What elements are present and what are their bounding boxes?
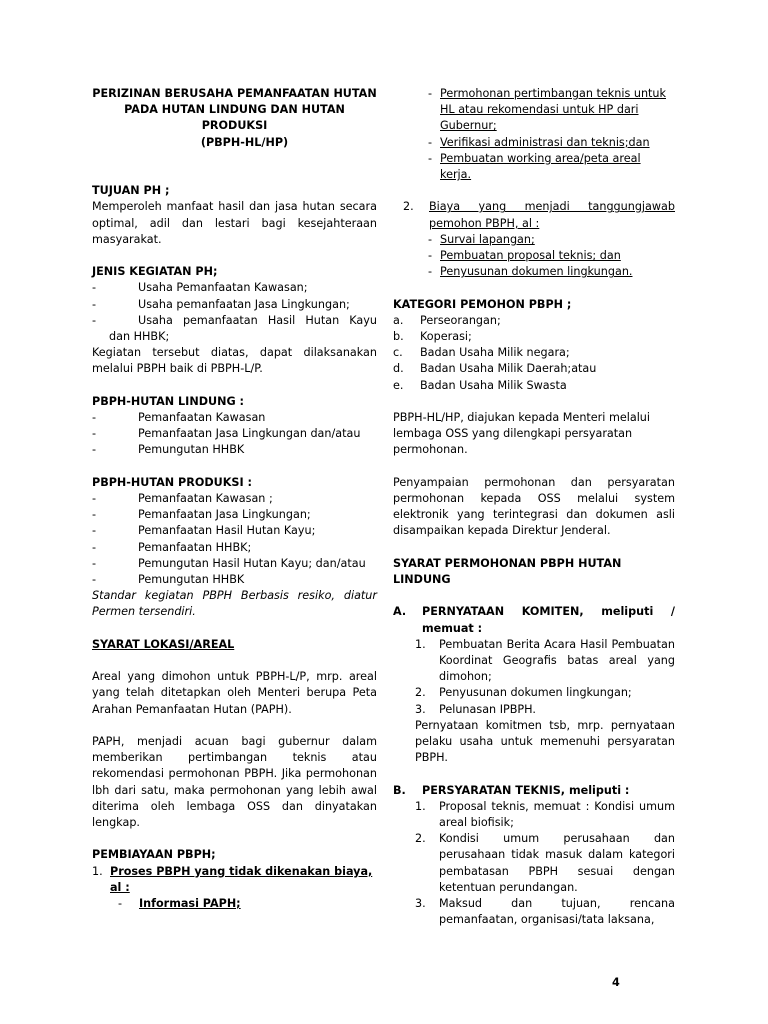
list-item: - Verifikasi administrasi dan teknis;dan [428,135,650,149]
pembiayaan-item-2: 2. Biaya yang menjadi tanggungjawab pemohon PBPH, al : [403,200,675,230]
list-item: - Permohonan pertimbangan teknis untuk HL atau rekomendasi untuk HP dari Gubernur; [428,87,666,133]
produksi-note: Standar kegiatan PBPH Berbasis resiko, diatur Permen tersendiri. [92,589,377,619]
list-item: - Pemanfaatan Hasil Hutan Kayu; [92,524,316,538]
list-item: - Usaha Pemanfaatan Kawasan; [92,281,308,295]
kategori-heading: KATEGORI PEMOHON PBPH ; [393,297,572,311]
list-item: - Usaha pemanfaatan Jasa Lingkungan; [92,297,350,311]
syarat-b-list [393,799,675,929]
syarat-lokasi-para-2: PAPH, menjadi acuan bagi gubernur dalam memberikan pertimbangan teknis atau rekomendasi permohonan PBPH. Jika permohonan lbh dari satu, maka permohonan yang lebih awal diterima oleh lembaga OSS dan dinyatakan lengkap. [92,735,377,830]
syarat-a-list [393,637,675,767]
right-column [393,86,675,928]
list-item: - Usaha pemanfaatan Hasil Hutan Kayu [92,313,377,327]
list-item: e. Badan Usaha Milik Swasta [393,378,567,392]
list-item: - Informasi PAPH; [118,897,241,911]
syarat-a-note: Pernyataan komitmen tsb, mrp. pernyataan pelaku usaha untuk memenuhi persyaratan PBPH. [415,718,675,765]
syarat-lokasi-heading: SYARAT LOKASI/AREAL [92,637,235,651]
produksi-heading: PBPH-HUTAN PRODUKSI : [92,475,253,489]
list-item: c. Badan Usaha Milik negara; [393,346,570,360]
pengajuan-text: PBPH-HL/HP, diajukan kepada Menteri melalui lembaga OSS yang dilengkapi persyaratan permohonan. [393,411,650,457]
tujuan-heading: TUJUAN PH ; [92,184,170,198]
list-item: - Pemungutan HHBK [92,443,245,457]
list-item: - Pemanfaatan HHBK; [92,540,252,554]
pembiayaan-heading: PEMBIAYAAN PBPH; [92,848,216,862]
doc-title-line-3: (PBPH-HL/HP) [200,135,289,149]
list-item: - Pemanfaatan Kawasan ; [92,492,273,505]
syarat-b: B. PERSYARATAN TEKNIS, meliputi : [393,783,630,797]
penyampaian-text: Penyampaian permohonan dan persyaratan permohonan kepada OSS melalui system elektronik yang terintegrasi dan dokumen asli disampaikan kepada Direktur Jenderal. [393,475,675,538]
list-item: a. Perseorangan; [393,313,501,327]
left-column [92,86,377,912]
doc-title-line-1: PERIZINAN BERUSAHA PEMANFAATAN HUTAN [92,87,377,100]
list-item-continuation: dan HHBK; [109,330,170,343]
list-item: - Penyusunan dokumen lingkungan. [428,265,633,279]
list-item: 1. Proposal teknis, memuat : Kondisi umum areal biofisik; [415,799,675,830]
list-item: - Pemungutan Hasil Hutan Kayu; dan/atau [92,556,366,570]
list-item: 1. Pembuatan Berita Acara Hasil Pembuatan Koordinat Geografis batas areal yang dimohon; [415,637,675,684]
list-item: 3. Maksud dan tujuan, rencana pemanfaatan, organisasi/tata laksana, [415,897,675,927]
syarat-lokasi-para-1: Areal yang dimohon untuk PBPH-L/P, mrp. areal yang telah ditetapkan oleh Menteri berupa Peta Arahan Pemanfaatan Hutan (PAPH). [92,670,377,716]
list-item: d. Badan Usaha Milik Daerah;atau [393,362,597,376]
list-item: - Pemanfaatan Jasa Lingkungan; [92,508,311,522]
pembiayaan-item-1: 1. Proses PBPH yang tidak dikenakan biaya, al : [92,864,373,894]
syarat-lindung-heading: SYARAT PERMOHONAN PBPH HUTAN LINDUNG [393,556,622,587]
list-item: - Pemanfaatan Kawasan [92,411,266,424]
syarat-a: A. PERNYATAAN KOMITEN, meliputi / memuat : [393,605,675,635]
tujuan-text: Memperoleh manfaat hasil dan jasa hutan secara optimal, adil dan lestari bagi kesejahteraan masyarakat. [92,200,377,246]
list-item: 2. Penyusunan dokumen lingkungan; [415,686,632,700]
list-item: b. Koperasi; [393,330,472,344]
lindung-heading: PBPH-HUTAN LINDUNG : [92,394,244,408]
jenis-heading: JENIS KEGIATAN PH; [92,265,218,279]
list-item: - Pemungutan HHBK [92,573,245,587]
doc-title-line-2: PADA HUTAN LINDUNG DAN HUTAN PRODUKSI [124,103,345,133]
list-item: 3. Pelunasan IPBPH. [415,702,536,716]
list-item: - Pemanfaatan Jasa Lingkungan dan/atau [92,427,361,441]
list-item: - Pembuatan working area/peta areal kerja. [428,151,641,182]
list-item: 2. Kondisi umum perusahaan dan perusahaan tidak masuk dalam kategori pembatasan PBPH sesuai dengan ketentuan perundangan. [415,832,675,894]
list-item: - Pembuatan proposal teknis; dan [428,249,621,263]
list-item: - Survai lapangan; [428,232,535,246]
page-number: 4 [612,976,620,989]
jenis-note: Kegiatan tersebut diatas, dapat dilaksanakan melalui PBPH baik di PBPH-L/P. [92,346,377,376]
